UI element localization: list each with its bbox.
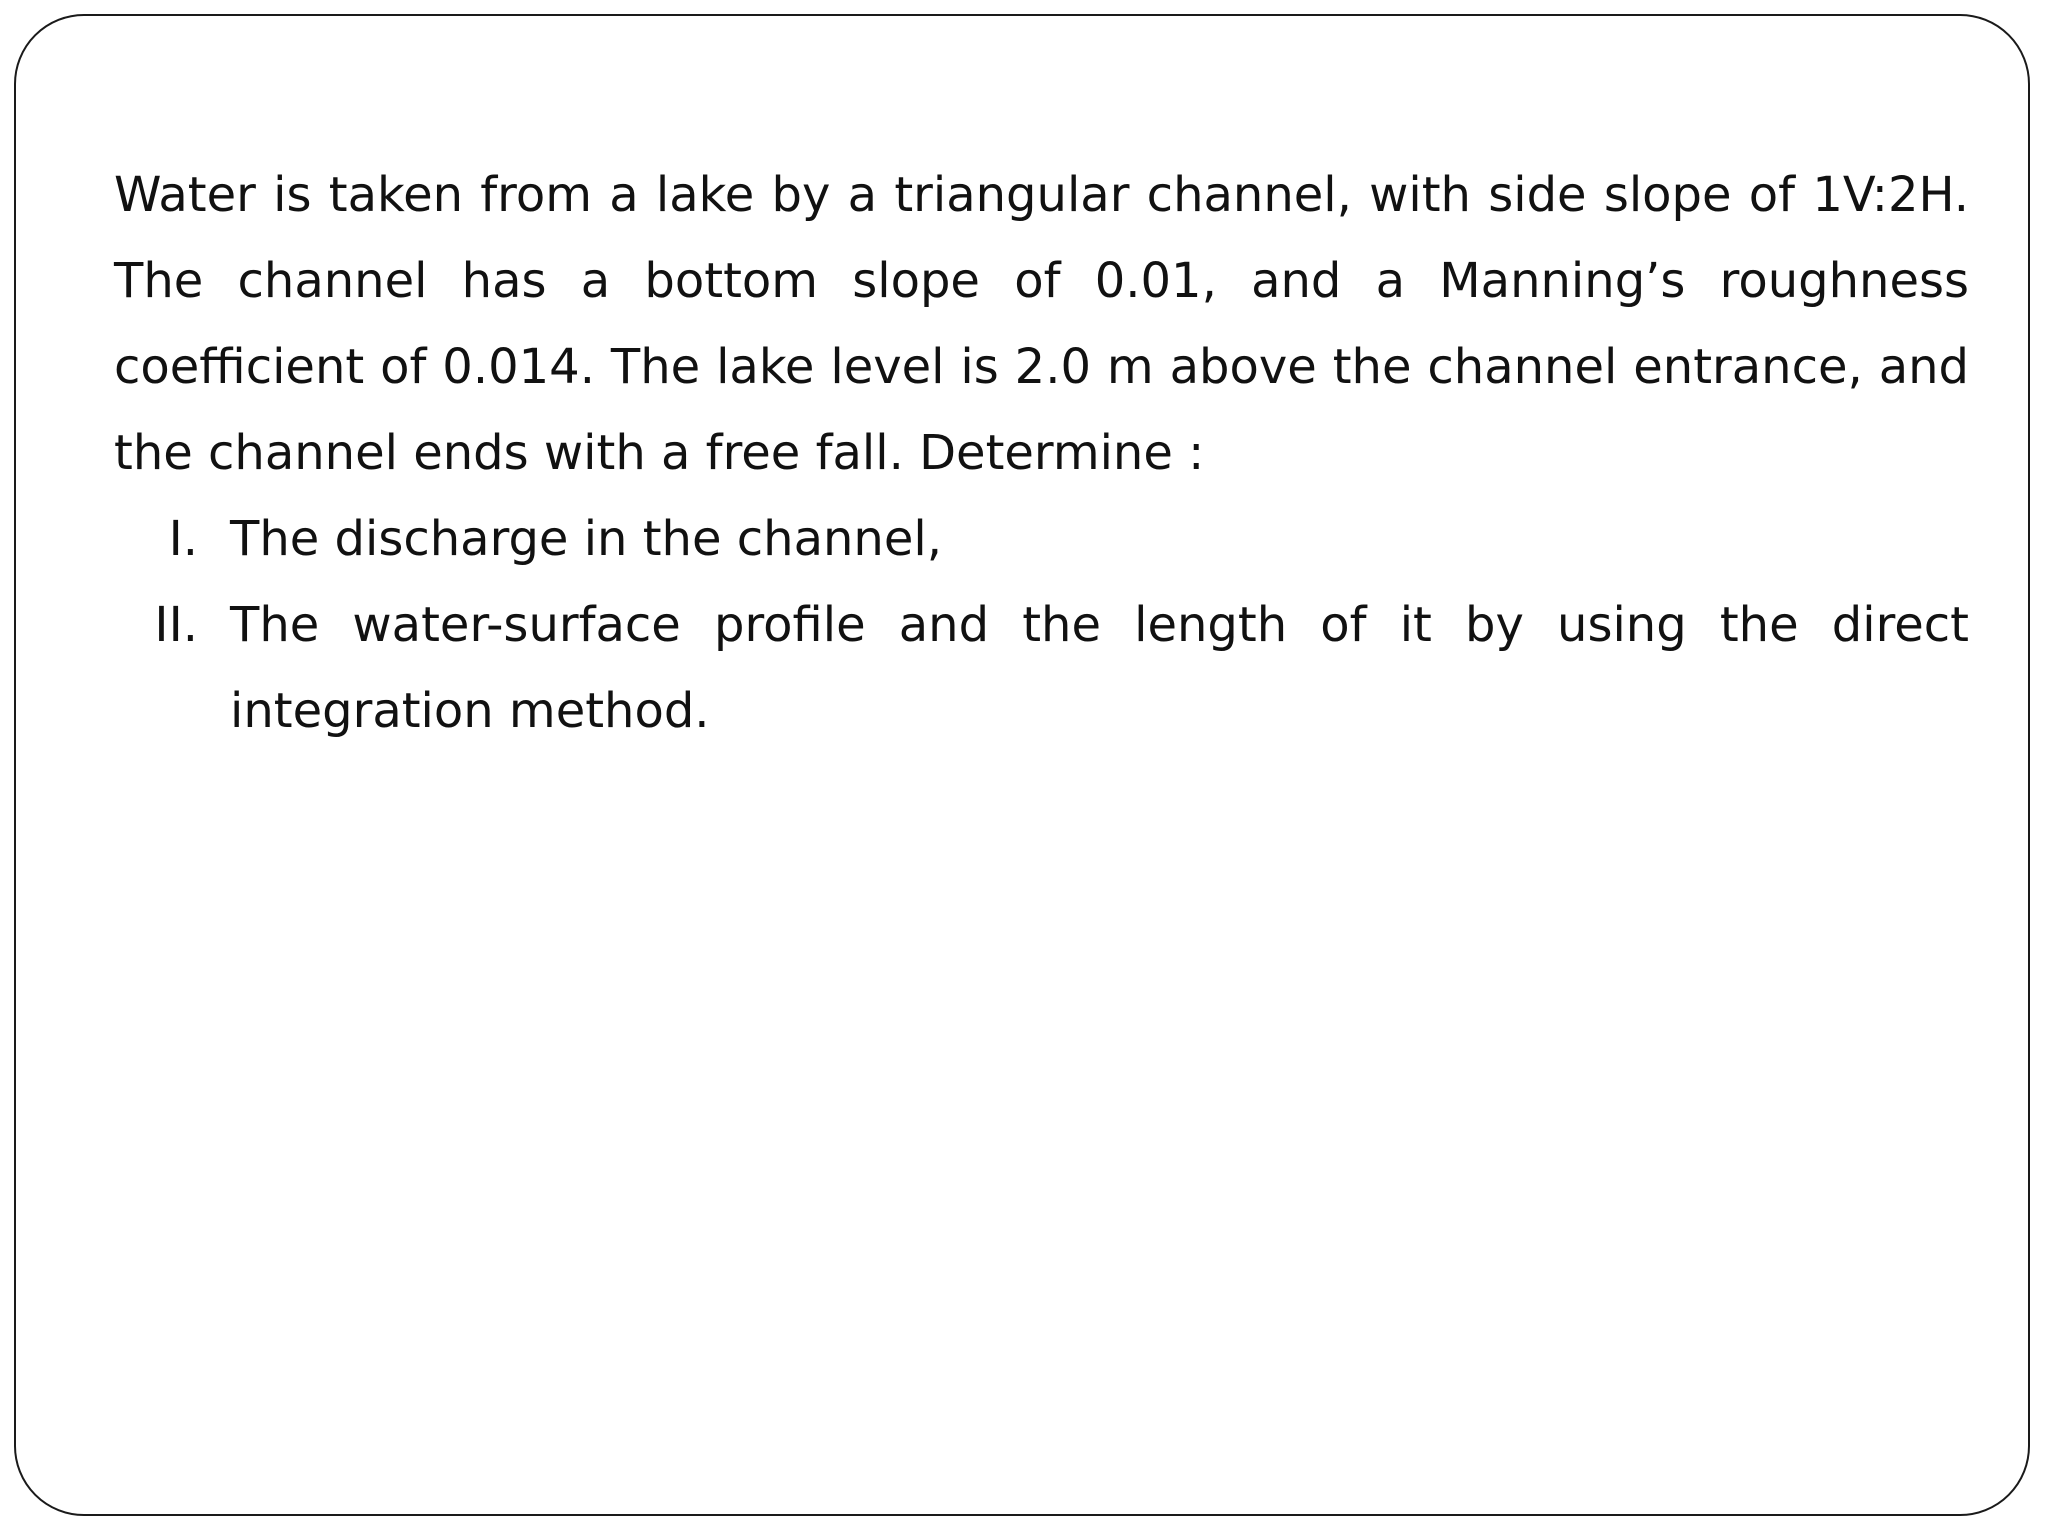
list-numeral: I. <box>168 511 198 567</box>
list-item-text: The water-surface profile and the length of it by using the direct integration method. <box>230 597 1969 739</box>
list-item <box>114 496 1969 582</box>
problem-intro: Water is taken from a lake by a triangular channel, with side slope of 1V:2H. The channel has a bottom slope of 0.01, and a Manning’s roughness coefficient of 0.014. The lake level is 2.0 m above the channel entrance, and the channel ends with a free fall. Determine : <box>114 167 1969 481</box>
problem-statement <box>114 152 1969 754</box>
question-list <box>114 496 1969 754</box>
slide-frame <box>14 14 2030 1516</box>
list-numeral: II. <box>154 597 198 653</box>
list-item <box>114 582 1969 754</box>
list-item-text: The discharge in the channel, <box>230 511 942 567</box>
